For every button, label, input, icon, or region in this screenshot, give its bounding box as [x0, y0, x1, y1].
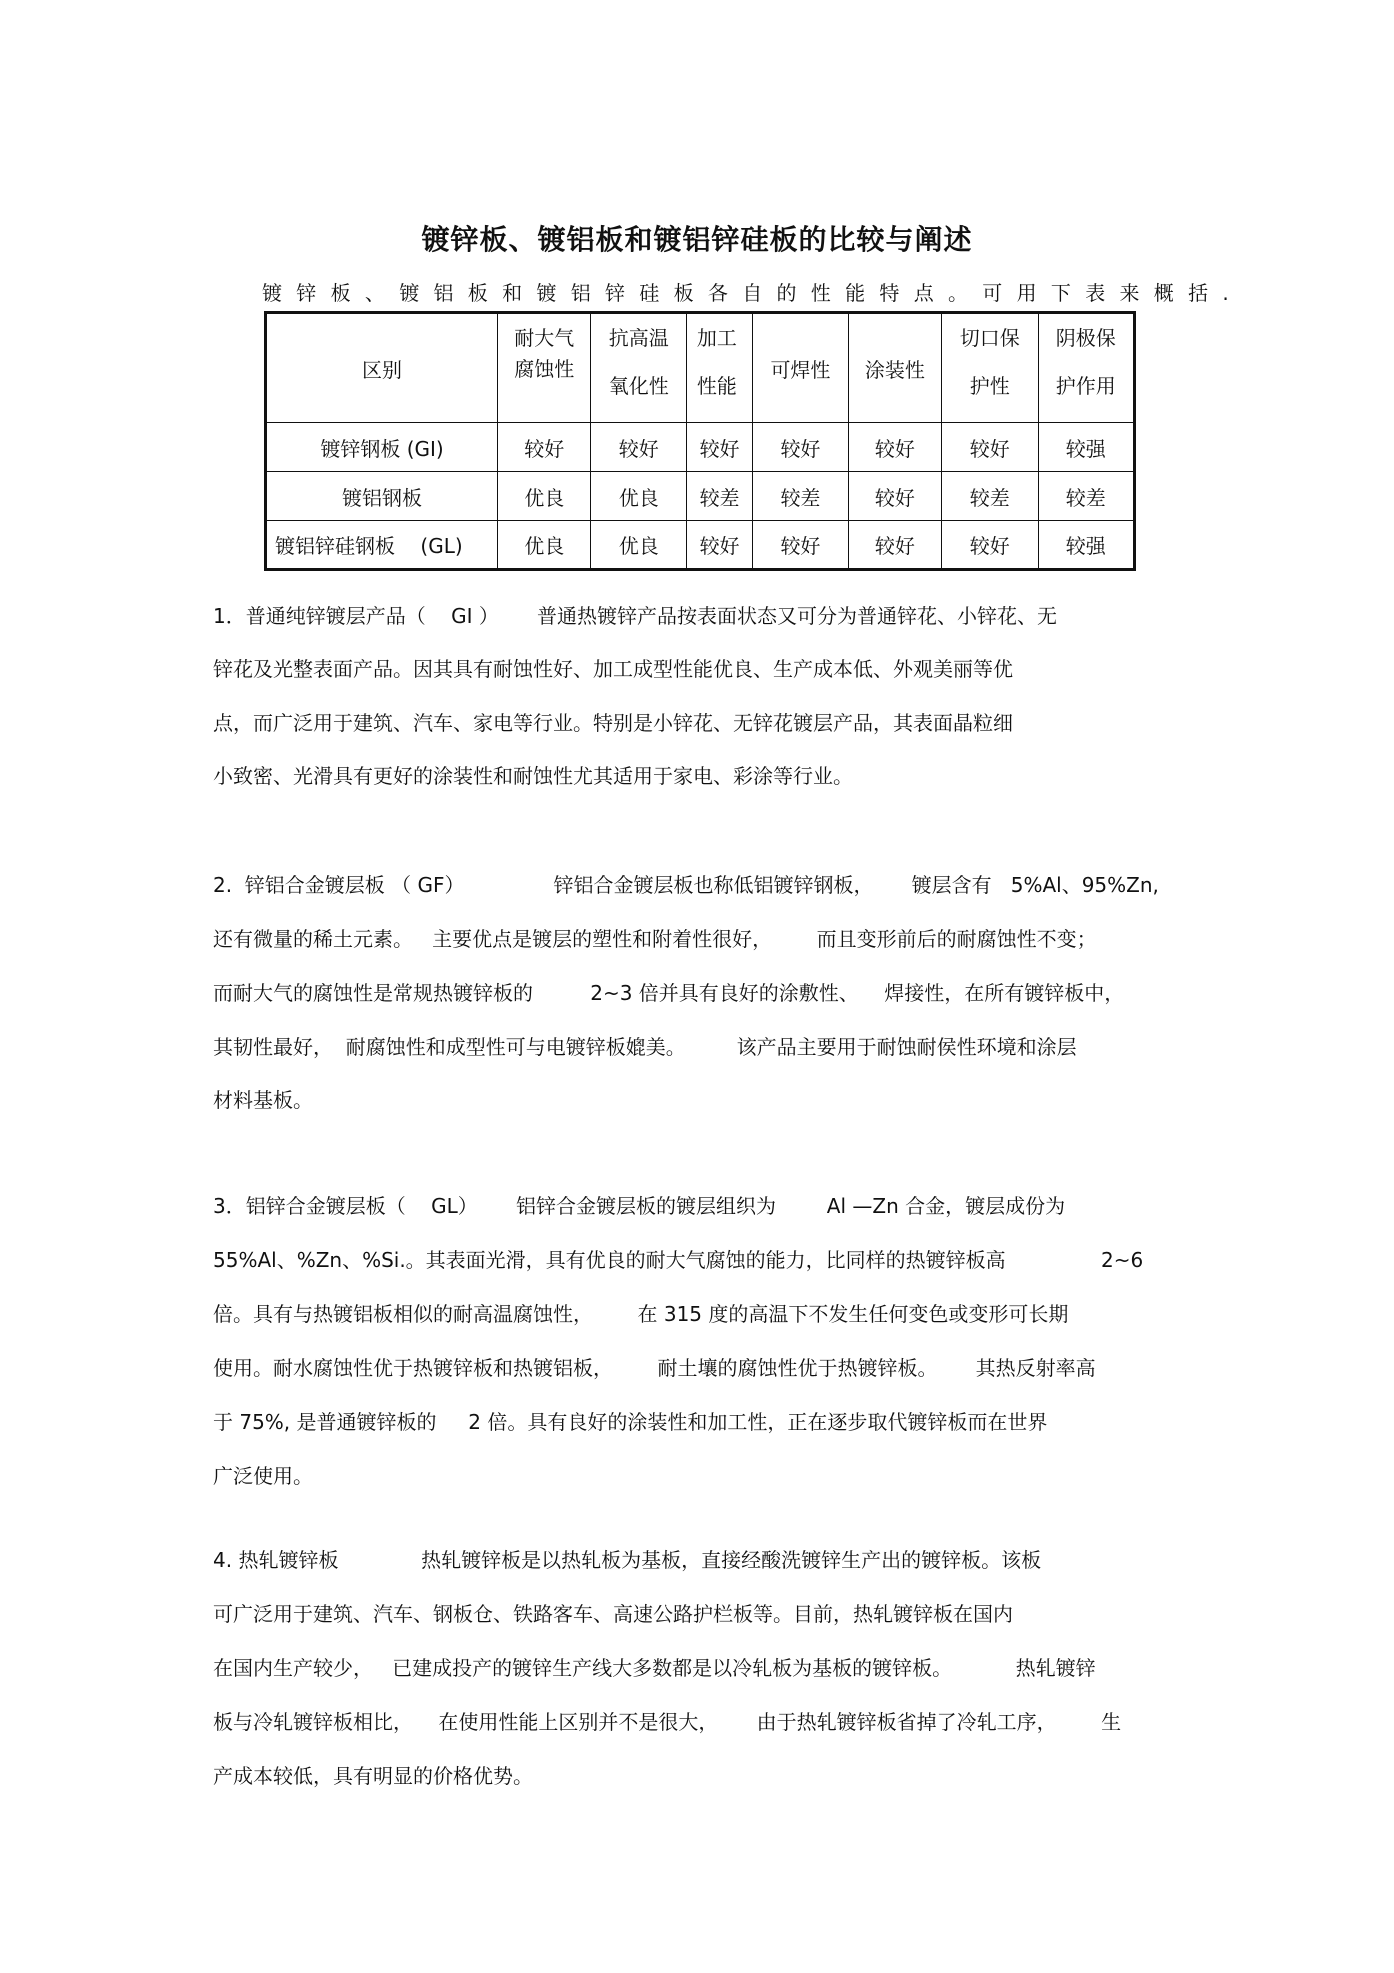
table-cell: 较好: [498, 423, 591, 472]
header-label-line1: 抗高温: [608, 326, 669, 350]
header-cell-weldability: [753, 313, 848, 423]
table-cell: 较好: [848, 521, 941, 570]
paragraph-line: 2. 锌铝合金镀层板 （ GF） 锌铝合金镀层板也称低铝镀锌钢板， 镀层含有 5%Al、95%Zn,: [213, 873, 1159, 897]
header-cell-cathodic-protection: [1038, 313, 1134, 423]
header-label-line1: 耐大气: [514, 326, 575, 350]
header-label-line2: 护性: [969, 374, 1010, 398]
header-label-line1: 切口保: [959, 326, 1020, 350]
paragraph-line: 3．铝锌合金镀层板（ GL） 铝锌合金镀层板的镀层组织为 Al —Zn 合金，镀层成份为: [213, 1194, 1066, 1218]
header-cell-high-temp-oxidation: [591, 313, 686, 423]
header-label: 涂装性: [864, 357, 925, 382]
header-label-line1: 阴极保: [1055, 326, 1116, 350]
paragraph-line: 1．普通纯锌镀层产品（ GI ） 普通热镀锌产品按表面状态又可分为普通锌花、小锌花、无: [213, 604, 1058, 628]
paragraph-line: 还有微量的稀土元素。 主要优点是镀层的塑性和附着性很好， 而且变形前后的耐腐蚀性不变；: [213, 927, 1097, 951]
table-cell: 优良: [591, 472, 686, 521]
table-cell: 镀铝锌硅钢板 (GL): [266, 521, 498, 570]
table-cell: 较好: [686, 521, 752, 570]
paragraph-line: 其韧性最好， 耐腐蚀性和成型性可与电镀锌板媲美。 该产品主要用于耐蚀耐侯性环境和涂层: [213, 1035, 1077, 1059]
comparison-table: [264, 311, 1136, 571]
paragraph-line: 可广泛用于建筑、汽车、钢板仓、铁路客车、高速公路护栏板等。目前，热轧镀锌板在国内: [213, 1602, 1013, 1626]
header-cell-category: [266, 313, 498, 423]
intro-text: 镀锌板、镀铝板和镀铝锌硅板各自的性能特点。可用下表来概括.: [262, 281, 1244, 305]
table-row: [266, 472, 1135, 521]
table-cell: 较好: [591, 423, 686, 472]
header-cell-processing: [686, 313, 752, 423]
header-label: 区别: [362, 357, 403, 382]
table-cell: 较强: [1038, 423, 1134, 472]
table-cell: 较差: [753, 472, 848, 521]
header-label-line1: 加工: [696, 326, 737, 350]
table-cell: 较差: [942, 472, 1038, 521]
paragraph-line: 广泛使用。: [213, 1464, 313, 1488]
paragraph-line: 在国内生产较少， 已建成投产的镀锌生产线大多数都是以冷轧板为基板的镀锌板。 热轧镀锌: [213, 1656, 1096, 1680]
paragraph-line: 小致密、光滑具有更好的涂装性和耐蚀性尤其适用于家电、彩涂等行业。: [213, 764, 853, 788]
table-cell: 镀锌钢板 (GI): [266, 423, 498, 472]
table-cell: 较好: [848, 423, 941, 472]
paragraph-line: 4. 热轧镀锌板 热轧镀锌板是以热轧板为基板，直接经酸洗镀锌生产出的镀锌板。该板: [213, 1548, 1042, 1572]
paragraph-line: 材料基板。: [213, 1088, 313, 1112]
table-cell: 优良: [591, 521, 686, 570]
header-cell-atmospheric-corrosion: [498, 313, 591, 423]
paragraph-line: 点，而广泛用于建筑、汽车、家电等行业。特别是小锌花、无锌花镀层产品，其表面晶粒细: [213, 711, 1013, 735]
paragraph-line: 55%Al、%Zn、%Si.。其表面光滑，具有优良的耐大气腐蚀的能力，比同样的热镀锌板高 2~6: [213, 1248, 1144, 1272]
table-cell: 较差: [686, 472, 752, 521]
paragraph-line: 使用。耐水腐蚀性优于热镀锌板和热镀铝板， 耐土壤的腐蚀性优于热镀锌板。 其热反射率高: [213, 1356, 1096, 1380]
table-cell: 较强: [1038, 521, 1134, 570]
document-title: 镀锌板、镀铝板和镀铝锌硅板的比较与阐述: [421, 223, 973, 256]
table-cell: 优良: [498, 472, 591, 521]
paragraph-line: 锌花及光整表面产品。因其具有耐蚀性好、加工成型性能优良、生产成本低、外观美丽等优: [213, 657, 1013, 681]
header-cell-paintability: [848, 313, 941, 423]
paragraph-line: 而耐大气的腐蚀性是常规热镀锌板的 2~3 倍并具有良好的涂敷性、 焊接性，在所有镀锌板中，: [213, 981, 1125, 1005]
header-label-line2: 腐蚀性: [514, 357, 575, 381]
table-header-row: [266, 313, 1135, 423]
header-label-line2: 护作用: [1055, 374, 1116, 398]
header-label-line2: 氧化性: [608, 374, 669, 398]
table-cell: 较好: [848, 472, 941, 521]
paragraph-line: 倍。具有与热镀铝板相似的耐高温腐蚀性， 在 315 度的高温下不发生任何变色或变形可长期: [213, 1302, 1069, 1326]
header-label: 可焊性: [770, 357, 831, 382]
paragraph-line: 板与冷轧镀锌板相比， 在使用性能上区别并不是很大， 由于热轧镀锌板省掉了冷轧工序， 生: [213, 1710, 1122, 1734]
table-cell: 较差: [1038, 472, 1134, 521]
table-cell: 较好: [942, 423, 1038, 472]
header-label-line2: 性能: [696, 374, 737, 398]
table-cell: 较好: [942, 521, 1038, 570]
table-cell: 较好: [686, 423, 752, 472]
header-cell-cut-edge-protection: [942, 313, 1038, 423]
table-cell: 优良: [498, 521, 591, 570]
paragraph-line: 产成本较低，具有明显的价格优势。: [213, 1764, 533, 1788]
table-cell: 较好: [753, 521, 848, 570]
table-cell: 较好: [753, 423, 848, 472]
table-cell: 镀铝钢板: [266, 472, 498, 521]
table-row: [266, 423, 1135, 472]
table-row: [266, 521, 1135, 570]
paragraph-line: 于 75%, 是普通镀锌板的 2 倍。具有良好的涂装性和加工性，正在逐步取代镀锌板而在世界: [213, 1410, 1048, 1434]
